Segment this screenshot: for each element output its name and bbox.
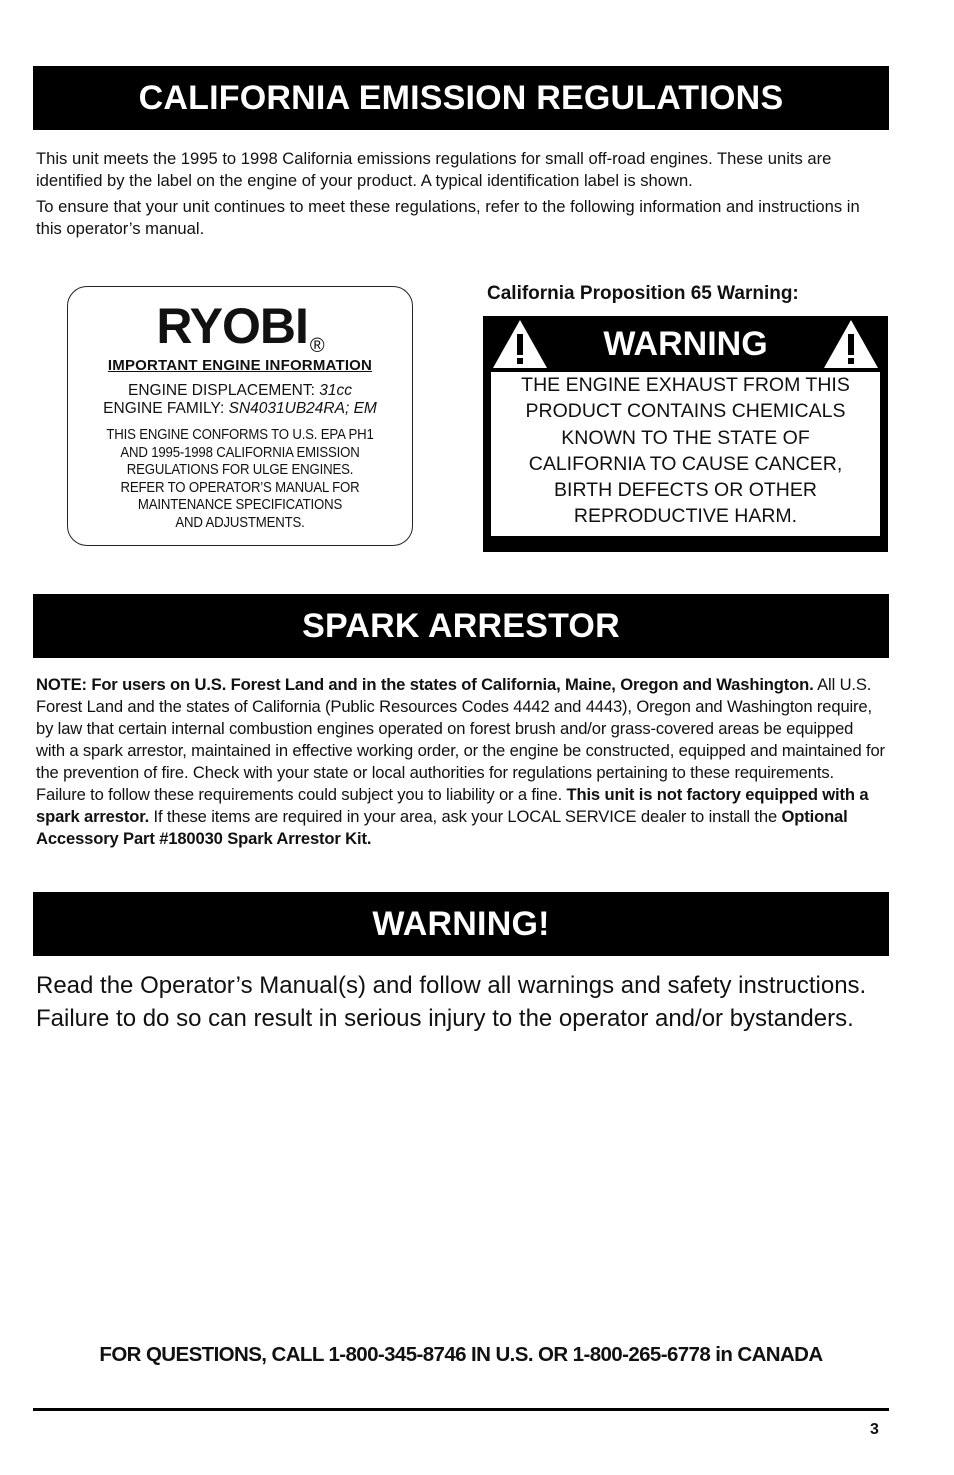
safety-warning-text: Read the Operator’s Manual(s) and follow all warnings and safety instructions. Failure to do so can result in serious injury to the operator and/or bystanders.	[36, 972, 867, 1032]
section-title: SPARK ARRESTOR	[302, 606, 620, 645]
prop65-warning-text: THE ENGINE EXHAUST FROM THIS PRODUCT CONTAINS CHEMICALS KNOWN TO THE STATE OF CALIFORNIA TO CAUSE CANCER, BIRTH DEFECTS OR OTHER REPRODUCTIVE HARM.	[491, 372, 880, 536]
emission-paragraph-2: To ensure that your unit continues to meet these regulations, refer to the following information and instructions in this operator’s manual.	[36, 197, 860, 238]
warning-heading: WARNING	[603, 324, 768, 363]
section-header-spark-arrestor	[33, 594, 889, 658]
ryobi-logo: RYOBI ®	[156, 298, 324, 357]
label-heading: IMPORTANT ENGINE INFORMATION	[107, 357, 373, 374]
section-header-warning	[33, 892, 889, 956]
warning-triangle-icon	[822, 318, 880, 370]
page-number: 3	[870, 1421, 879, 1438]
engine-displacement: ENGINE DISPLACEMENT: 31cc	[128, 382, 352, 399]
warning-triangle-icon	[491, 318, 549, 370]
prop65-warning-box	[483, 316, 888, 552]
prop65-title: California Proposition 65 Warning:	[487, 283, 799, 304]
questions-phone-line: FOR QUESTIONS, CALL 1-800-345-8746 IN U.S. OR 1-800-265-6778 in CANADA	[99, 1343, 823, 1366]
footer-divider	[33, 1408, 889, 1411]
engine-family: ENGINE FAMILY: SN4031UB24RA; EM	[103, 400, 377, 417]
spark-arrestor-paragraph: NOTE: For users on U.S. Forest Land and in the states of California, Maine, Oregon and Washington. All U.S. Forest Land and the states of California (Public Resources Codes 4442 and 4443), Oregon and Washington require, by law that certain internal combustion engines operated on forest brush and/or grass-covered areas be equipped with a spark arrestor, maintained in effective working order, or the engine be constructed, equipped and maintained for the prevention of fire. Check with your state or local authorities for regulations pertaining to these requirements. Failure to follow these requirements could subject you to liability or a fine. This unit is not factory equipped with a spark arrestor. If these items are required in your area, ask your LOCAL SERVICE dealer to install the Optional Accessory Part #180030 Spark Arrestor Kit.	[36, 675, 885, 848]
section-title: WARNING!	[372, 904, 550, 943]
emission-paragraph-1: This unit meets the 1995 to 1998 California emissions regulations for small off-road engines. These units are identified by the label on the engine of your product. A typical identification label is shown.	[36, 149, 832, 190]
conformance-statement: THIS ENGINE CONFORMS TO U.S. EPA PH1 AND 1995-1998 CALIFORNIA EMISSION REGULATIONS FOR ULGE ENGINES. REFER TO OPERATOR’S MANUAL FOR MAINTENANCE SPECIFICATIONS AND ADJUSTMENTS.	[106, 426, 374, 531]
section-title: CALIFORNIA EMISSION REGULATIONS	[138, 78, 784, 117]
engine-identification-label	[67, 286, 413, 546]
section-header-emission	[33, 66, 889, 130]
